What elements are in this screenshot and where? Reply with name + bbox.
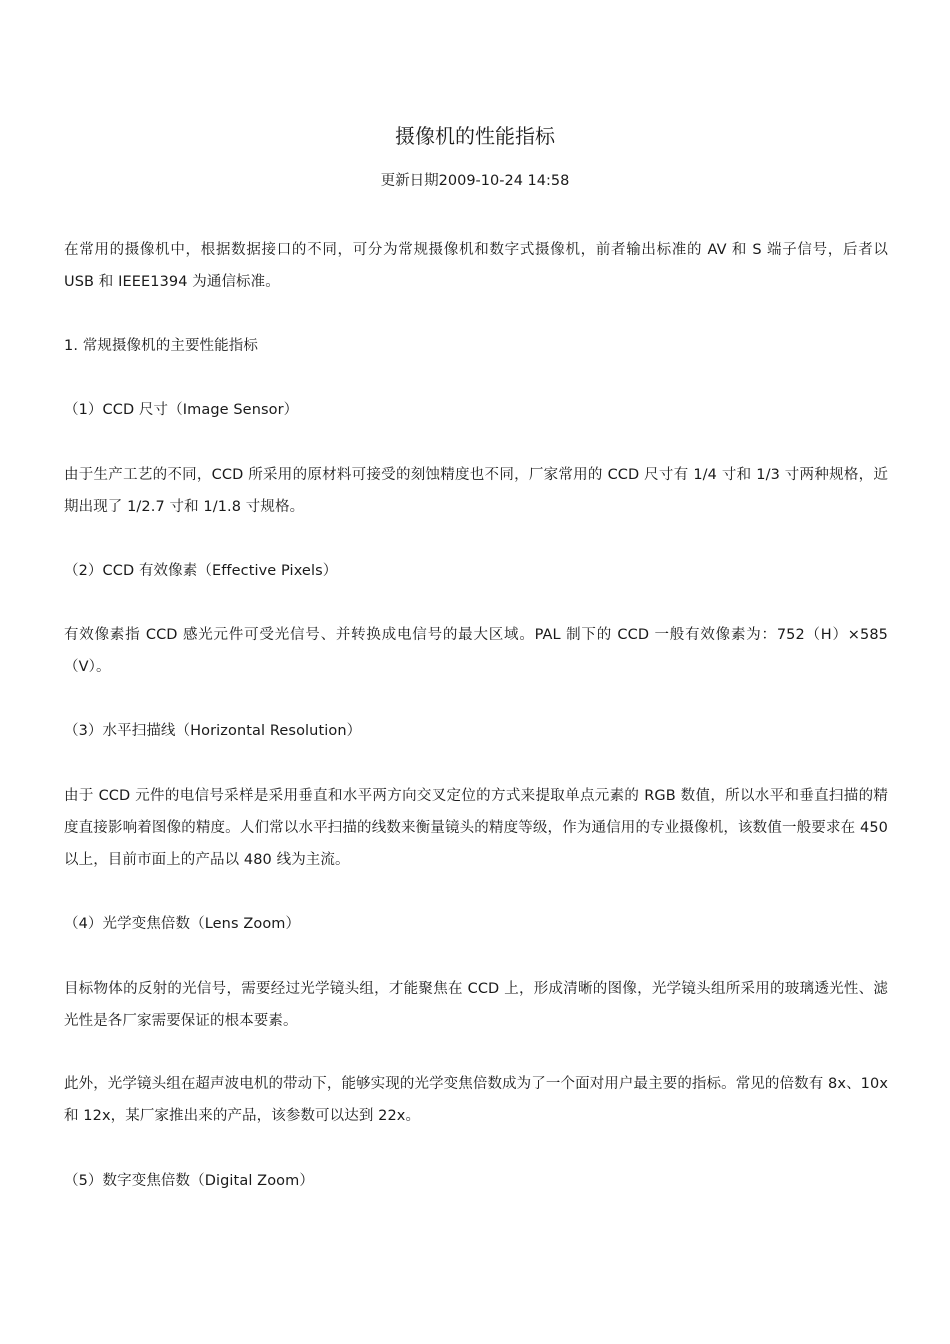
paragraph-lens-zoom-extra: 此外，光学镜头组在超声波电机的带动下，能够实现的光学变焦倍数成为了一个面对用户最主要的指标。常见的倍数有 8x、10x 和 12x，某厂家推出来的产品，该参数可以达到 22x。 [64,1076,888,1124]
subheading-ccd-size: （1）CCD 尺寸（Image Sensor） [64,402,299,418]
update-date: 更新日期2009-10-24 14:58 [380,173,570,189]
intro-paragraph: 在常用的摄像机中，根据数据接口的不同，可分为常规摄像机和数字式摄像机，前者输出标准的 AV 和 S 端子信号，后者以 USB 和 IEEE1394 为通信标准。 [64,242,888,290]
document-title: 摄像机的性能指标 [395,124,555,148]
paragraph-ccd-size: 由于生产工艺的不同，CCD 所采用的原材料可接受的刻蚀精度也不同，厂家常用的 CCD 尺寸有 1/4 寸和 1/3 寸两种规格，近期出现了 1/2.7 寸和 1/1.8 寸规格。 [64,467,888,515]
subheading-lens-zoom: （4）光学变焦倍数（Lens Zoom） [64,916,301,932]
paragraph-effective-pixels: 有效像素指 CCD 感光元件可受光信号、并转换成电信号的最大区域。PAL 制下的 CCD 一般有效像素为：752（H）×585（V）。 [64,627,888,675]
subheading-digital-zoom: （5）数字变焦倍数（Digital Zoom） [64,1173,314,1189]
paragraph-horizontal-resolution: 由于 CCD 元件的电信号采样是采用垂直和水平两方向交叉定位的方式来提取单点元素的 RGB 数值，所以水平和垂直扫描的精度直接影响着图像的精度。人们常以水平扫描的线数来衡量镜头的精度等级，作为通信用的专业摄像机，该数值一般要求在 450 以上，目前市面上的产品以 480 线为主流。 [64,788,888,868]
paragraph-lens-zoom: 目标物体的反射的光信号，需要经过光学镜头组，才能聚焦在 CCD 上，形成清晰的图像，光学镜头组所采用的玻璃透光性、滤光性是各厂家需要保证的根本要素。 [64,981,888,1029]
subheading-horizontal-resolution: （3）水平扫描线（Horizontal Resolution） [64,723,362,739]
section-heading-1: 1. 常规摄像机的主要性能指标 [64,338,258,354]
subheading-effective-pixels: （2）CCD 有效像素（Effective Pixels） [64,563,338,579]
